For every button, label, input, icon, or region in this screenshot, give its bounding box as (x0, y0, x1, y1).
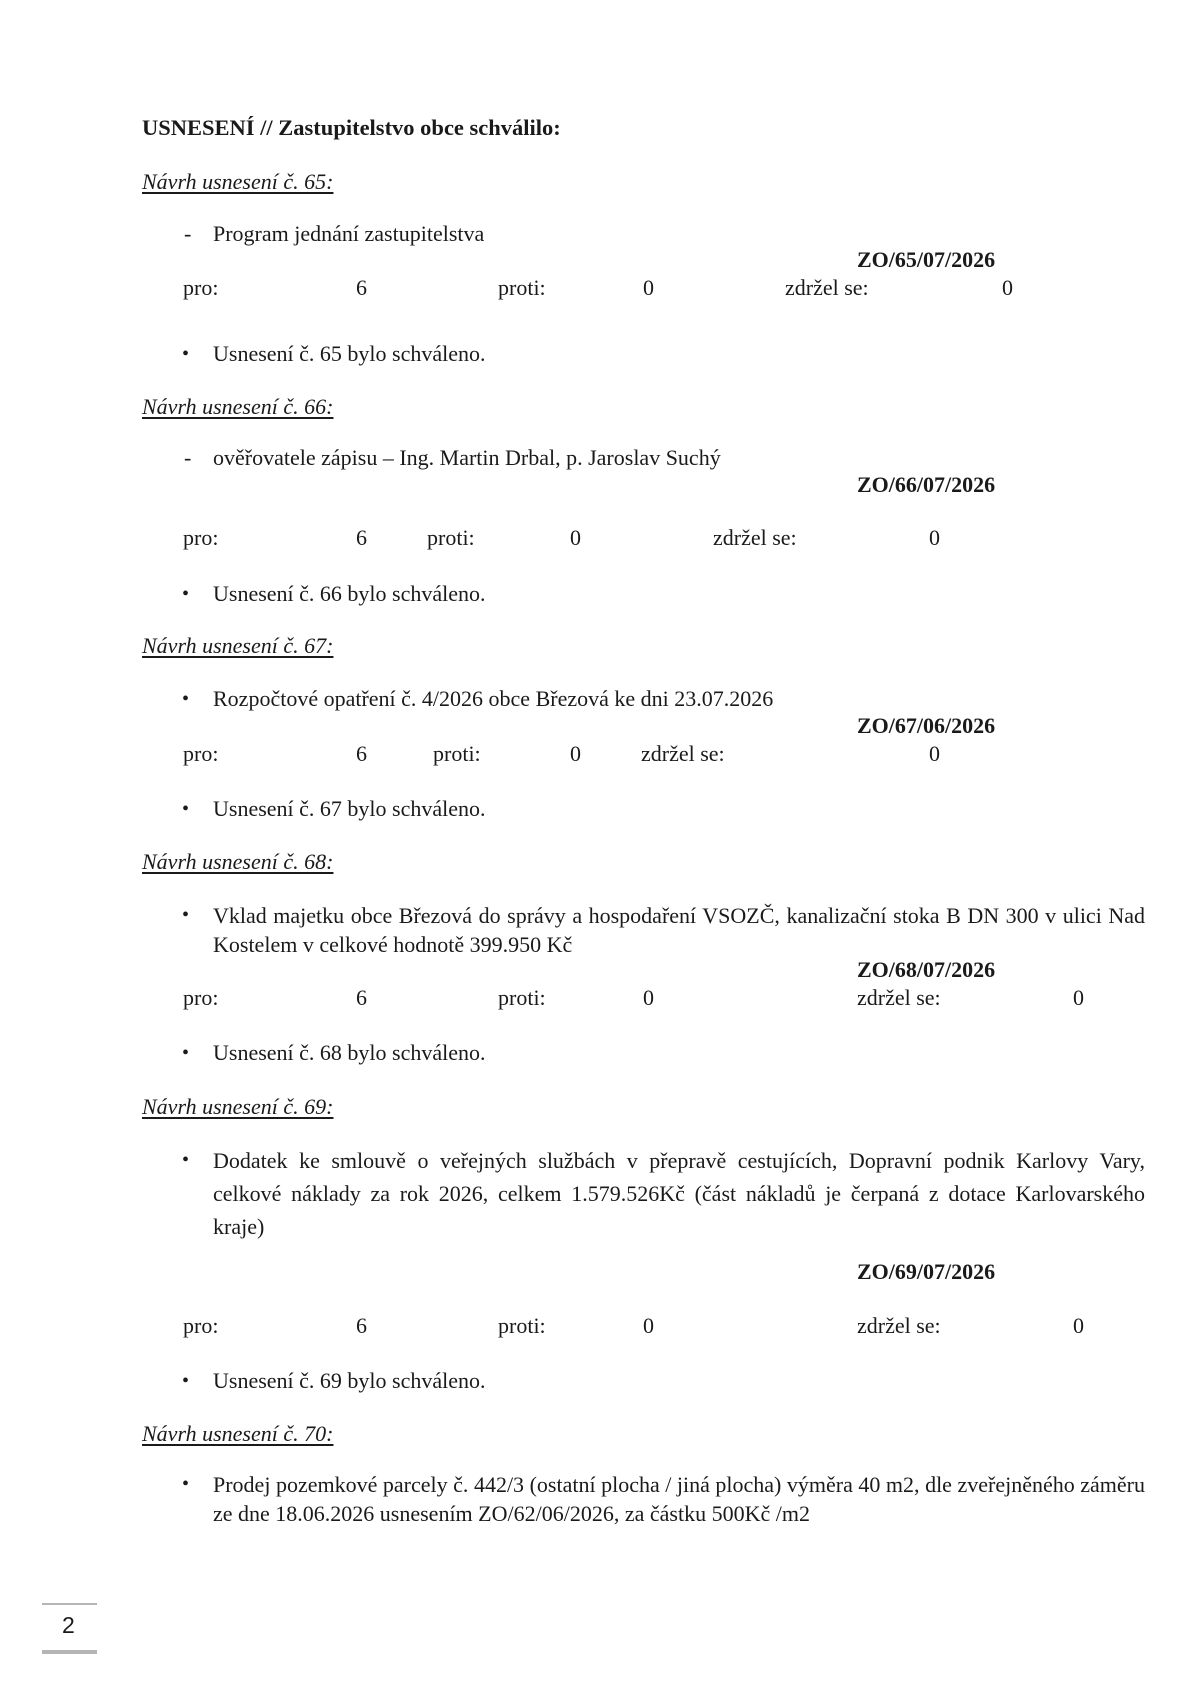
result-66: • Usnesení č. 66 bylo schváleno. (213, 580, 486, 608)
document-heading: USNESENÍ // Zastupitelstvo obce schválilo: (142, 115, 561, 140)
vote-proti-value: 0 (643, 985, 654, 1010)
vote-proti-label: proti: (498, 985, 546, 1010)
item-67-text: • Rozpočtové opatření č. 4/2026 obce Březová ke dni 23.07.2026 (213, 685, 773, 713)
vote-proti-value: 0 (570, 525, 581, 550)
vote-zdrzel-label: zdržel se: (857, 985, 941, 1010)
vote-proti-label: proti: (427, 525, 475, 550)
item-69-text: • Dodatek ke smlouvě o veřejných službách v přepravě cestujících, Dopravní podnik Karlovy Vary, celkové náklady za rok 2026, celkem 1.579.526Kč (část nákladů je čerpaná z dotace Karlovarského kraje) (213, 1144, 1145, 1243)
vote-zdrzel-value: 0 (929, 741, 940, 766)
item-70-text: • Prodej pozemkové parcely č. 442/3 (ostatní plocha / jiná plocha) výměra 40 m2, dle zveřejněného záměru ze dne 18.06.2026 usnesením ZO/62/06/2026, za částku 500Kč /m2 (213, 1470, 1145, 1528)
resolution-code-67: ZO/67/06/2026 (857, 713, 996, 738)
result-67: • Usnesení č. 67 bylo schváleno. (213, 795, 486, 823)
vote-pro-label: pro: (183, 525, 219, 550)
vote-pro-value: 6 (356, 275, 367, 300)
vote-pro-value: 6 (356, 1313, 367, 1338)
vote-pro-label: pro: (183, 985, 219, 1010)
vote-proti-value: 0 (570, 741, 581, 766)
item-65-text: - Program jednání zastupitelstva (213, 220, 484, 248)
vote-zdrzel-label: zdržel se: (713, 525, 797, 550)
vote-zdrzel-label: zdržel se: (785, 275, 869, 300)
vote-zdrzel-value: 0 (1073, 1313, 1084, 1338)
vote-zdrzel-value: 0 (929, 525, 940, 550)
result-68: • Usnesení č. 68 bylo schváleno. (213, 1039, 486, 1067)
resolution-code-66: ZO/66/07/2026 (857, 472, 996, 497)
vote-proti-label: proti: (498, 275, 546, 300)
vote-proti-label: proti: (498, 1313, 546, 1338)
vote-zdrzel-label: zdržel se: (857, 1313, 941, 1338)
proposal-67-label: Návrh usnesení č. 67: (142, 633, 334, 658)
vote-proti-label: proti: (433, 741, 481, 766)
vote-pro-value: 6 (356, 985, 367, 1010)
resolution-code-68: ZO/68/07/2026 (857, 957, 996, 982)
vote-zdrzel-value: 0 (1002, 275, 1013, 300)
page-number-rule-top (42, 1603, 97, 1605)
vote-pro-label: pro: (183, 1313, 219, 1338)
vote-pro-value: 6 (356, 741, 367, 766)
proposal-68-label: Návrh usnesení č. 68: (142, 849, 334, 874)
proposal-65-label: Návrh usnesení č. 65: (142, 169, 334, 194)
vote-pro-label: pro: (183, 275, 219, 300)
proposal-66-label: Návrh usnesení č. 66: (142, 394, 334, 419)
vote-proti-value: 0 (643, 275, 654, 300)
page-number: 2 (62, 1612, 75, 1638)
vote-zdrzel-label: zdržel se: (641, 741, 725, 766)
vote-pro-label: pro: (183, 741, 219, 766)
proposal-69-label: Návrh usnesení č. 69: (142, 1094, 334, 1119)
item-68-text: • Vklad majetku obce Březová do správy a hospodaření VSOZČ, kanalizační stoka B DN 300 v ulici Nad Kostelem v celkové hodnotě 399.950 Kč (213, 901, 1145, 959)
result-69: • Usnesení č. 69 bylo schváleno. (213, 1367, 486, 1395)
vote-proti-value: 0 (643, 1313, 654, 1338)
item-66-text: - ověřovatele zápisu – Ing. Martin Drbal, p. Jaroslav Suchý (213, 444, 721, 472)
proposal-70-label: Návrh usnesení č. 70: (142, 1421, 334, 1446)
resolution-code-69: ZO/69/07/2026 (857, 1259, 996, 1284)
vote-pro-value: 6 (356, 525, 367, 550)
page-number-rule-bottom (42, 1650, 97, 1654)
vote-zdrzel-value: 0 (1073, 985, 1084, 1010)
resolution-code-65: ZO/65/07/2026 (857, 247, 996, 272)
result-65: • Usnesení č. 65 bylo schváleno. (213, 340, 486, 368)
